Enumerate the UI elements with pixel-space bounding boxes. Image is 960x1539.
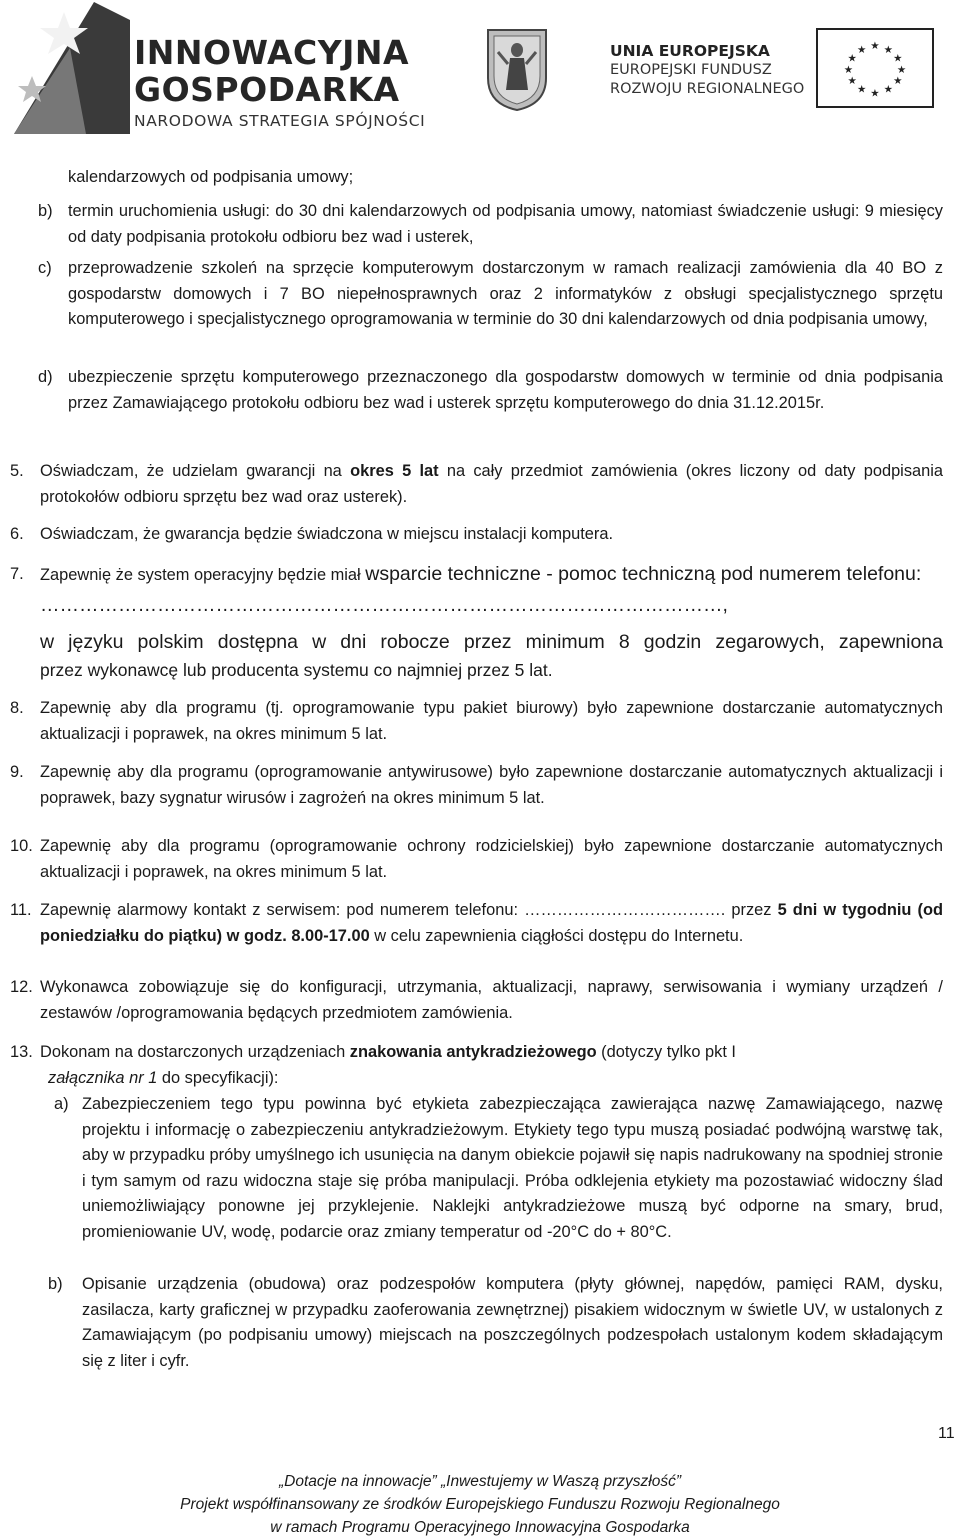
svg-text:★: ★: [857, 83, 867, 96]
item-13-bold: znakowania antykradzieżowego: [349, 1043, 597, 1061]
ig-subtitle: NARODOWA STRATEGIA SPÓJNOŚCI: [134, 112, 426, 130]
item-5-number: 5.: [10, 462, 24, 480]
item-13-pre: Dokonam na dostarczonych urządzeniach: [40, 1043, 350, 1061]
svg-text:★: ★: [893, 52, 903, 65]
ig-title-line1: INNOWACYJNA: [134, 33, 410, 72]
svg-text:★: ★: [847, 52, 857, 65]
item-13b-label: b): [48, 1275, 63, 1293]
item-5-post: na cały przedmiot zamówienia (okres liczony od daty podpisania protokołów odbioru sprzętu bez wad oraz usterek).: [40, 462, 944, 506]
svg-text:★: ★: [893, 75, 903, 88]
footer-funding-note: Projekt współfinansowany ze środków Europejskiego Funduszu Rozwoju Regionalnego: [180, 1496, 780, 1513]
svg-text:★: ★: [870, 40, 880, 52]
svg-text:★: ★: [857, 43, 867, 56]
ig-title-line2: GOSPODARKA: [134, 70, 400, 109]
item-11-post: w celu zapewnienia ciągłości dostępu do Internetu.: [369, 926, 744, 945]
item-b-label: b): [38, 202, 53, 220]
page-number: 11: [938, 1425, 955, 1442]
item-7-pre: Zapewnię że system operacyjny będzie miał: [40, 566, 366, 584]
footer-slogan: „Dotacje na innowacje” „Inwestujemy w Waszą przyszłość”: [279, 1473, 681, 1490]
page-header: [0, 0, 960, 140]
item-7-big: wsparcie techniczne - pomoc techniczną pod numerem telefonu: ……………………………………………………………………………………………,: [40, 563, 922, 616]
page-footer: [0, 1470, 960, 1539]
eu-fund-label: [610, 42, 804, 99]
svg-text:★: ★: [896, 63, 907, 76]
item-9-text: Zapewnię aby dla programu (oprogramowanie antywirusowe) było zapewnione dostarczanie automatycznych aktualizacji i poprawek, bazy sygnatur wirusów i zagrożeń na okres minimum 5 lat.: [40, 763, 943, 807]
item-11-text: [40, 898, 943, 949]
item-7-text: [40, 559, 943, 621]
item-9-number: 9.: [10, 763, 24, 781]
svg-text:★: ★: [847, 75, 857, 88]
ig-wordmark: [134, 34, 425, 130]
item-7-language-line: w języku polskim dostępna w dni robocze przez minimum 8 godzin zegarowych, zapewniona: [40, 631, 943, 653]
item-11-bold: 5 dni w tygodniu (od poniedziałku do piątku) w godz. 8.00-17.00: [40, 901, 943, 945]
svg-text:★: ★: [883, 83, 893, 96]
item-6-text: Oświadczam, że gwarancja będzie świadczona w miejscu instalacji komputera.: [40, 525, 614, 543]
svg-text:★: ★: [843, 63, 854, 76]
innowacyjna-gospodarka-logo: [14, 2, 130, 134]
item-13-post: do specyfikacji):: [157, 1068, 279, 1087]
item-d-text: ubezpieczenie sprzętu komputerowego przeznaczonego dla gospodarstw domowych w terminie od dnia podpisania przez Zamawiającego protokołu odbioru bez wad i usterek sprzętu komputerowego do dnia 31.12.2015r.: [68, 368, 943, 412]
item-10-text: Zapewnię aby dla programu (oprogramowanie ochrony rodzicielskiej) było zapewnione dostarczanie automatycznych aktualizacji i poprawek, na okres minimum 5 lat.: [40, 837, 943, 881]
item-b-text: termin uruchomienia usługi: do 30 dni kalendarzowych od podpisania umowy, natomiast świadczenie usługi: 9 miesięcy od daty podpisania protokołu odbioru bez wad i usterek,: [68, 202, 943, 246]
eu-flag-icon: [816, 28, 934, 108]
item-12-number: 12.: [10, 978, 33, 996]
item-13-italic: załącznika nr 1: [48, 1068, 158, 1087]
coat-of-arms-crest: [486, 28, 548, 112]
item-10-number: 10.: [10, 837, 33, 855]
item-13-mid: (dotyczy tylko pkt I: [596, 1043, 736, 1061]
eu-subtitle-line1: EUROPEJSKI FUNDUSZ: [610, 62, 772, 78]
item-7-number: 7.: [10, 565, 24, 583]
item-a-continuation: kalendarzowych od podpisania umowy;: [68, 168, 354, 186]
item-13a-label: a): [54, 1095, 69, 1113]
item-c-text: przeprowadzenie szkoleń na sprzęcie komputerowym dostarczonym w ramach realizacji zamówienia dla 40 BO z gospodarstw domowych i 7 BO niepełnosprawnych oraz 2 informatyków z obsługi specjalistycznego sprzętu komputerowego i specjalistycznego oprogramowania w terminie do 30 dni kalendarzowych od dnia podpisania umowy,: [68, 259, 943, 328]
item-11-number: 11.: [10, 901, 32, 919]
item-5-bold: okres 5 lat: [350, 462, 439, 480]
item-5-text: [40, 459, 943, 510]
item-13-number: 13.: [10, 1043, 33, 1061]
item-8-number: 8.: [10, 699, 24, 717]
svg-text:★: ★: [870, 87, 880, 100]
item-5-pre: Oświadczam, że udzielam gwarancji na: [40, 462, 351, 480]
footer-program-note: w ramach Programu Operacyjnego Innowacyjna Gospodarka: [270, 1519, 690, 1536]
item-8-text: Zapewnię aby dla programu (tj. oprogramowanie typu pakiet biurowy) było zapewnione dostarczanie automatycznych aktualizacji i poprawek, na okres minimum 5 lat.: [40, 699, 943, 743]
item-7-support-period: przez wykonawcę lub producenta systemu co najmniej przez 5 lat.: [40, 660, 553, 680]
eu-subtitle-line2: ROZWOJU REGIONALNEGO: [610, 81, 805, 97]
svg-text:★: ★: [883, 43, 893, 56]
item-13b-text: Opisanie urządzenia (obudowa) oraz podzespołów komputera (płyty głównej, napędów, pamięci RAM, dysku, zasilacza, karty graficznej w przypadku zaoferowania zewnętrznej) pisakiem widocznym w świetle UV, w ustalonych z Zamawiającym (po podpisaniu umowy) miejscach na poszczególnych podzespołach ustalonym kodem składającym się z liter i cyfr.: [82, 1275, 943, 1370]
item-c-label: c): [38, 259, 52, 277]
item-6-number: 6.: [10, 525, 24, 543]
eu-title: UNIA EUROPEJSKA: [610, 42, 770, 60]
item-13-text: [40, 1040, 943, 1091]
item-d-label: d): [38, 368, 53, 386]
item-11-pre: Zapewnię alarmowy kontakt z serwisem: pod numerem telefonu: ………………………………. przez: [40, 901, 778, 919]
item-13a-text: Zabezpieczeniem tego typu powinna być etykieta zabezpieczająca zawierająca nazwę Zamawiającego, nazwę projektu i informację o zabezpieczeniu antykradzieżowym. Etykiety tego typu muszą posiadać podwójną warstwę tak, aby w przypadku próby umyślnego ich usunięcia na danym obiekcie pojawił się napis nadrukowany na spodniej stronie i tym samym od razu widoczna staje się próba manipulacji. Próba odklejenia etykiety ma pozostawiać widoczny ślad uniemożliwiający ponowne jej przyklejenie. Naklejki antykradzieżowe muszą być odporne na smary, brud, promieniowanie UV, wodę, podarcie oraz zmiany temperatur od -20°C do + 80°C.: [82, 1095, 944, 1241]
item-12-text: Wykonawca zobowiązuje się do konfiguracji, utrzymania, aktualizacji, naprawy, serwisowania i wymiany urządzeń / zestawów /oprogramowania będących przedmiotem zamówienia.: [40, 978, 943, 1022]
